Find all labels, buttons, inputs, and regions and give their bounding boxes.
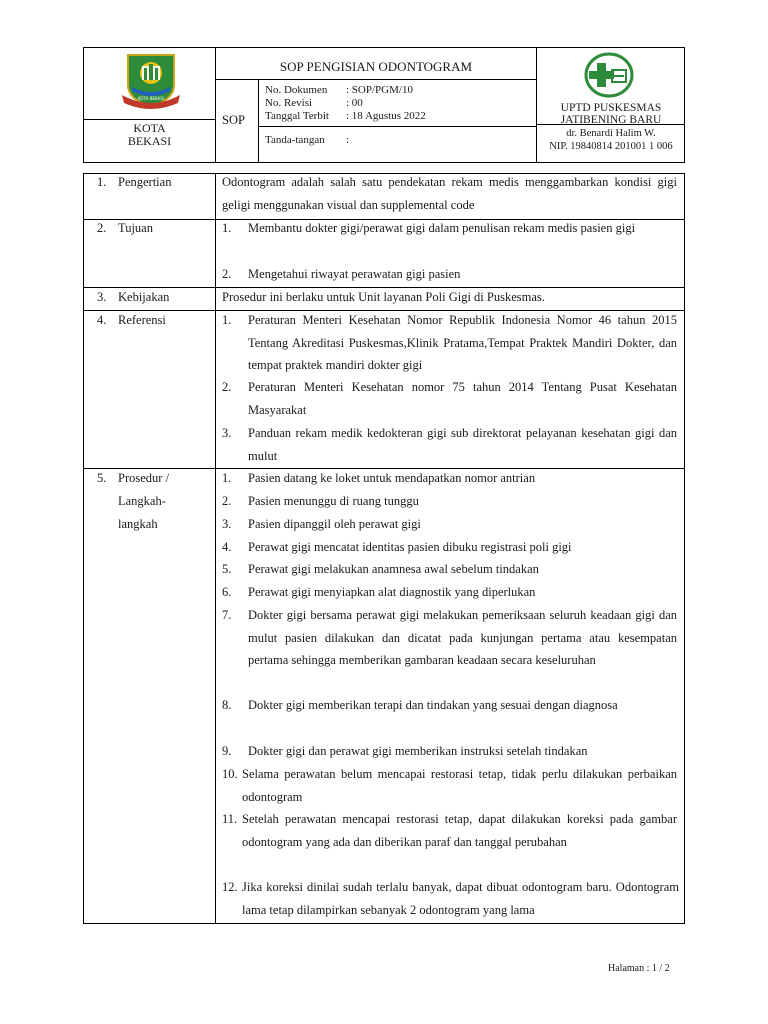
- city-logo: [118, 51, 184, 113]
- item-text: Dokter gigi memberikan terapi dan tindakan yang sesuai dengan diagnosa: [248, 698, 618, 712]
- section-number: 4.: [97, 313, 107, 327]
- section-title-kebijakan: Kebijakan: [118, 290, 170, 304]
- item-text: Pasien datang ke loket untuk mendapatkan nomor antrian: [248, 471, 536, 485]
- title-line: Langkah-: [118, 494, 166, 508]
- section-title-referensi: Referensi: [118, 313, 166, 327]
- item-text: Selama perawatan belum mencapai restorasi tetap, tidak perlu dilakukan perbaikan odontogram: [242, 767, 677, 804]
- section-number: 1.: [97, 175, 107, 189]
- title-line: langkah: [118, 517, 158, 531]
- item-number: 5.: [222, 562, 232, 576]
- puskesmas-logo: [584, 52, 634, 98]
- item-number: 4.: [222, 540, 232, 554]
- signature-label: Tanda-tangan: [265, 134, 325, 146]
- section-number: 2.: [97, 221, 107, 235]
- pengertian-text: Odontogram adalah salah satu pendekatan rekam medis menggambarkan kondisi gigi geligi menggunakan visual dan supplemental code: [222, 175, 677, 212]
- date-label: Tanggal Terbit: [265, 110, 329, 122]
- item-number: 8.: [222, 698, 232, 712]
- item-text: Perawat gigi menyiapkan alat diagnostik yang diperlukan: [248, 585, 536, 599]
- doc-number-label: No. Dokumen: [265, 84, 328, 96]
- organization-name: [537, 102, 685, 126]
- item-text: Mengetahui riwayat perawatan gigi pasien: [248, 267, 461, 281]
- revision-label: No. Revisi: [265, 97, 313, 109]
- city-line1: KOTA: [133, 121, 166, 135]
- item-number: 9.: [222, 744, 232, 758]
- item-number: 1.: [222, 471, 232, 485]
- item-number: 12.: [222, 880, 238, 894]
- item-text: Membantu dokter gigi/perawat gigi dalam penulisan rekam medis pasien gigi: [248, 221, 636, 235]
- item-number: 10.: [222, 767, 238, 781]
- item-text: Pasien dipanggil oleh perawat gigi: [248, 517, 421, 531]
- signature-value: :: [346, 134, 350, 146]
- signer-name: dr. Benardi Halim W.: [566, 128, 656, 139]
- title-line: Prosedur /: [118, 471, 170, 485]
- city-name: [84, 122, 215, 148]
- org-line2: JATIBENING BARU: [560, 114, 662, 126]
- item-text: Perawat gigi melakukan anamnesa awal sebelum tindakan: [248, 562, 539, 576]
- item-number: 2.: [222, 494, 232, 508]
- logo-text: KOTA BEKASI: [138, 96, 164, 101]
- date-value: : 18 Agustus 2022: [346, 110, 426, 122]
- item-number: 2.: [222, 380, 232, 394]
- item-text: Peraturan Menteri Kesehatan nomor 75 tahun 2014 Tentang Pusat Kesehatan Masyarakat: [248, 380, 677, 417]
- item-number: 1.: [222, 221, 232, 235]
- item-text: Dokter gigi bersama perawat gigi melakukan pemeriksaan seluruh keadaan gigi dan mulut pasien dilakukan dan dicatat pada kunjungan pertama atau kesempatan pertama sehingga memberikan gambaran keadaan secara keseluruhan: [248, 608, 677, 667]
- section-title-tujuan: Tujuan: [118, 221, 153, 235]
- item-number: 6.: [222, 585, 232, 599]
- page-number: Halaman : 1 / 2: [608, 963, 670, 974]
- item-text: Perawat gigi mencatat identitas pasien dibuku registrasi poli gigi: [248, 540, 572, 554]
- sop-label: SOP: [222, 113, 245, 127]
- item-number: 3.: [222, 426, 232, 440]
- section-number: 3.: [97, 290, 107, 304]
- section-title-prosedur: [118, 467, 169, 536]
- section-title-pengertian: Pengertian: [118, 175, 172, 189]
- item-number: 11.: [222, 812, 238, 826]
- item-number: 7.: [222, 608, 232, 622]
- signer-nip: NIP. 19840814 201001 1 006: [549, 141, 673, 152]
- item-text: Jika koreksi dinilai sudah terlalu banyak, dapat dibuat odontogram baru. Odontogram lama tetap dilampirkan sebanyak 2 odontogram yang lama: [242, 880, 679, 917]
- city-line2: BEKASI: [127, 134, 172, 148]
- document-title: SOP PENGISIAN ODONTOGRAM: [279, 59, 473, 74]
- kebijakan-text: Prosedur ini berlaku untuk Unit layanan Poli Gigi di Puskesmas.: [222, 290, 545, 304]
- signer-block: [537, 127, 685, 153]
- item-number: 2.: [222, 267, 232, 281]
- revision-value: : 00: [346, 97, 363, 109]
- item-text: Setelah perawatan mencapai restorasi tetap, dapat dilakukan koreksi pada gambar odontogram yang ada dan diberikan paraf dan tanggal perubahan: [242, 812, 677, 849]
- item-text: Peraturan Menteri Kesehatan Nomor Republik Indonesia Nomor 46 tahun 2015 Tentang Akreditasi Puskesmas,Klinik Pratama,Tempat Praktek Mandiri Dokter, dan tempat praktek mandiri dokter gigi: [248, 313, 677, 372]
- item-number: 1.: [222, 313, 232, 327]
- item-text: Pasien menunggu di ruang tunggu: [248, 494, 419, 508]
- item-number: 3.: [222, 517, 232, 531]
- section-number: 5.: [97, 471, 107, 485]
- doc-number-value: : SOP/PGM/10: [346, 84, 413, 96]
- org-line1: UPTD PUSKESMAS: [560, 102, 662, 114]
- item-text: Dokter gigi dan perawat gigi memberikan instruksi setelah tindakan: [248, 744, 588, 758]
- item-text: Panduan rekam medik kedokteran gigi sub direktorat pelayanan kesehatan gigi dan mulut: [248, 426, 677, 463]
